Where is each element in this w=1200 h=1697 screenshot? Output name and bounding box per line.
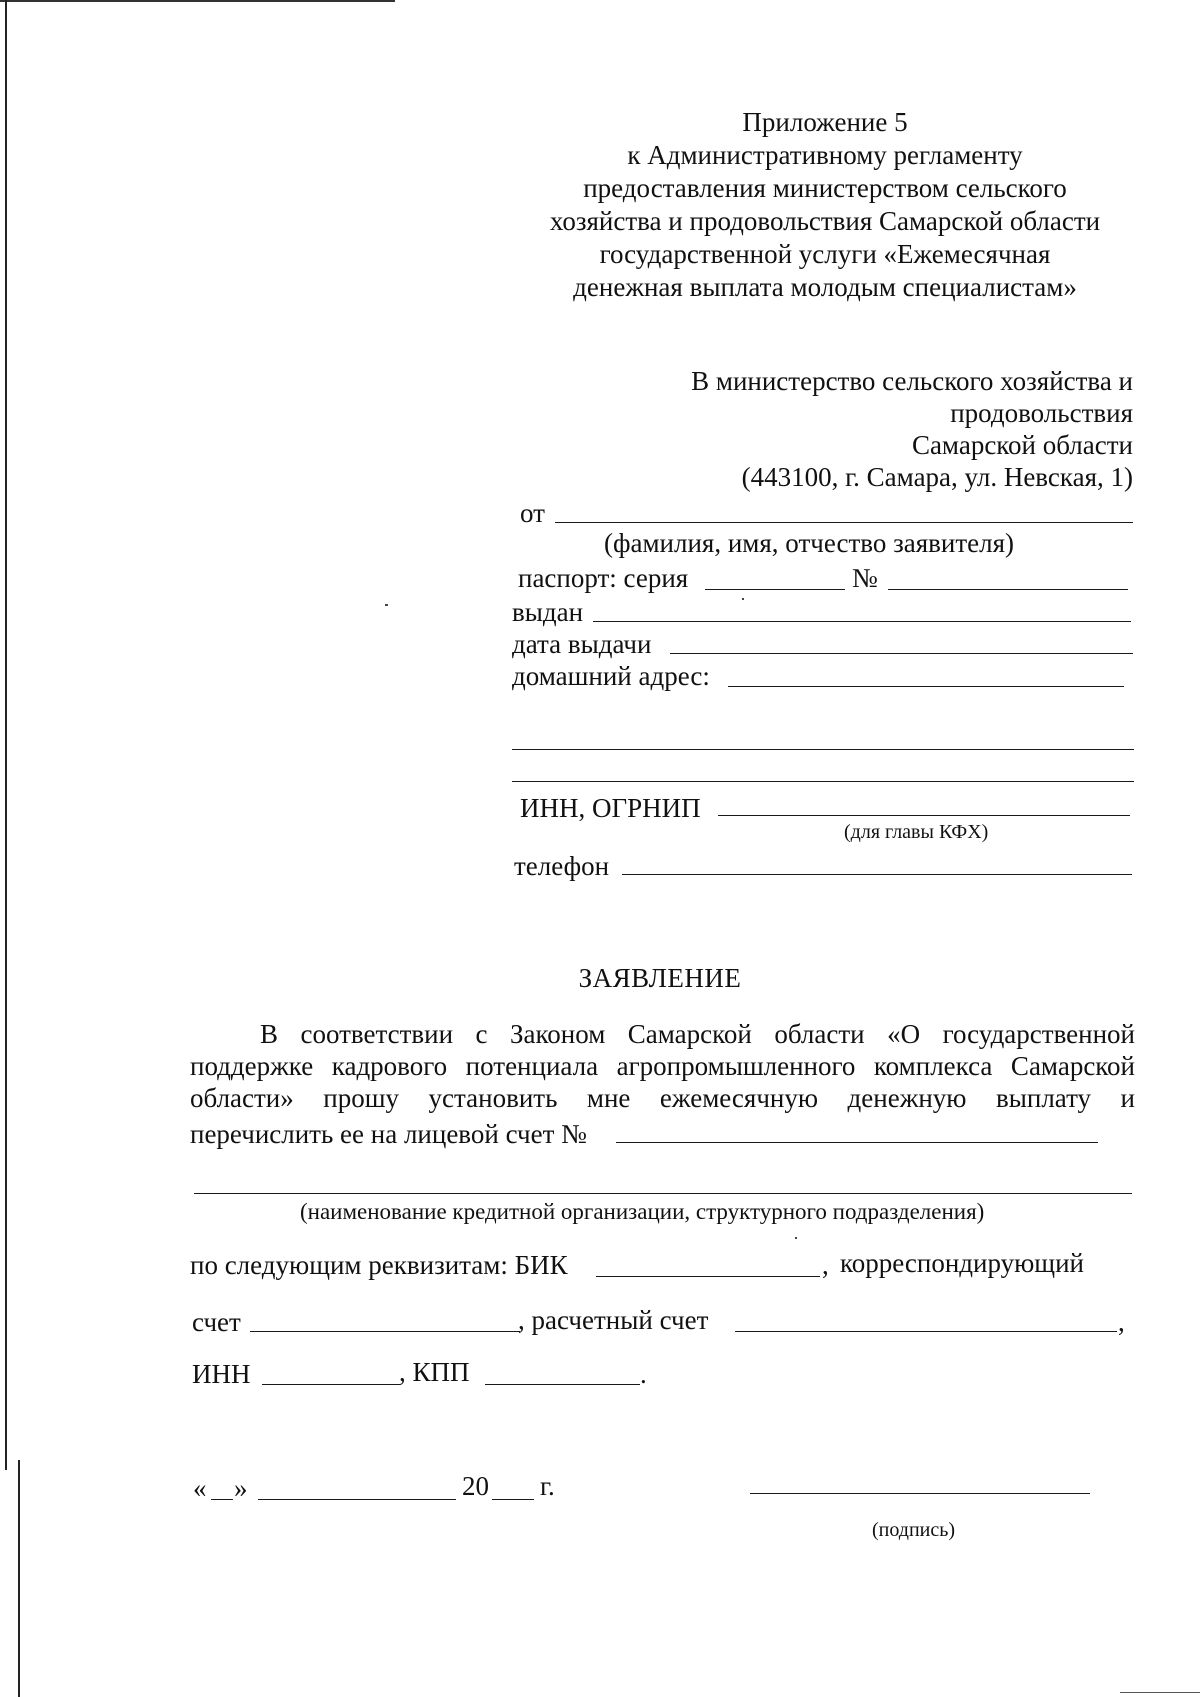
settlement-comma: ,: [1118, 1307, 1125, 1337]
kpp-field[interactable]: [485, 1384, 640, 1385]
phone-field[interactable]: [622, 874, 1132, 875]
address-field-line-2[interactable]: [512, 749, 1134, 750]
scan-edge-left-lower: [18, 1460, 20, 1697]
issue-date-field[interactable]: [670, 653, 1133, 654]
corr-account-word: счет: [192, 1307, 241, 1337]
signature-field[interactable]: [750, 1493, 1090, 1494]
header-line: денежная выплата молодым специалистам»: [573, 272, 1077, 302]
recipient-line: В министерство сельского хозяйства и: [691, 366, 1133, 396]
passport-series-label: паспорт: серия: [518, 563, 689, 593]
from-label: от: [520, 498, 545, 528]
document-title: ЗАЯВЛЕНИЕ: [578, 963, 742, 993]
kfh-caption: (для главы КФХ): [844, 821, 989, 843]
scan-speck: [385, 604, 388, 606]
scan-speck: [742, 598, 744, 600]
from-field[interactable]: [555, 522, 1133, 523]
inn-ogrnip-label: ИНН, ОГРНИП: [520, 793, 701, 823]
statement-body: [190, 1018, 1135, 1114]
account-label: перечислить ее на лицевой счет №: [190, 1119, 587, 1149]
fio-caption: (фамилия, имя, отчество заявителя): [604, 528, 1015, 558]
account-number-field[interactable]: [616, 1142, 1098, 1143]
phone-label: телефон: [514, 851, 610, 881]
settlement-label: , расчетный счет: [518, 1305, 709, 1335]
scan-speck: [795, 1237, 797, 1239]
body-line: области» прошу установить мне ежемесячную денежную выплату и: [190, 1083, 1135, 1113]
day-field[interactable]: [211, 1499, 233, 1500]
settlement-account-field[interactable]: [735, 1331, 1117, 1332]
recipient-line: Самарской области: [911, 430, 1133, 460]
kpp-label: , КПП: [399, 1357, 470, 1387]
year-suffix: г.: [540, 1471, 555, 1501]
issued-label: выдан: [512, 597, 584, 627]
date-close-quote: »: [234, 1473, 248, 1503]
inn-ogrnip-field[interactable]: [718, 815, 1130, 816]
recipient-block: [691, 365, 1133, 493]
signature-caption: (подпись): [872, 1519, 956, 1541]
body-line: В соответствии с Законом Самарской области «О государственной: [260, 1019, 1135, 1049]
header-line: Приложение 5: [742, 107, 908, 137]
address-field[interactable]: [728, 686, 1124, 687]
bik-field[interactable]: [596, 1276, 820, 1277]
header-line: государственной услуги «Ежемесячная: [599, 239, 1051, 269]
final-period: .: [640, 1359, 647, 1389]
bank-caption: (наименование кредитной организации, структурного подразделения): [300, 1199, 985, 1224]
year-prefix: 20: [462, 1471, 489, 1501]
body-line: поддержке кадрового потенциала агропромышленного комплекса Самарской: [190, 1051, 1135, 1081]
issued-field[interactable]: [593, 621, 1131, 622]
scan-edge-bottom: [1120, 1692, 1200, 1693]
scan-edge-left: [5, 0, 7, 1470]
recipient-line: (443100, г. Самара, ул. Невская, 1): [741, 462, 1133, 492]
address-field-line-3[interactable]: [512, 781, 1134, 782]
passport-number-field[interactable]: [888, 589, 1128, 590]
corr-label: корреспондирующий: [840, 1248, 1084, 1278]
corr-account-field[interactable]: [250, 1331, 520, 1332]
header-line: хозяйства и продовольствия Самарской области: [549, 206, 1101, 236]
bik-comma: ,: [822, 1250, 829, 1280]
requisites-label: по следующим реквизитам: БИК: [190, 1250, 568, 1280]
date-open-quote: «: [193, 1473, 207, 1503]
appendix-header: [505, 106, 1145, 304]
header-line: предоставления министерством сельского: [583, 173, 1067, 203]
inn-label: ИНН: [192, 1359, 251, 1389]
header-line: к Административному регламенту: [627, 140, 1023, 170]
bank-name-field[interactable]: [194, 1193, 1132, 1194]
passport-number-sign: №: [852, 563, 878, 593]
scan-edge-top: [0, 0, 395, 2]
inn-field[interactable]: [262, 1384, 400, 1385]
address-label: домашний адрес:: [512, 661, 710, 691]
year-field[interactable]: [492, 1499, 534, 1500]
passport-series-field[interactable]: [705, 589, 845, 590]
month-field[interactable]: [258, 1499, 456, 1500]
issue-date-label: дата выдачи: [512, 629, 652, 659]
recipient-line: продовольствия: [950, 398, 1133, 428]
